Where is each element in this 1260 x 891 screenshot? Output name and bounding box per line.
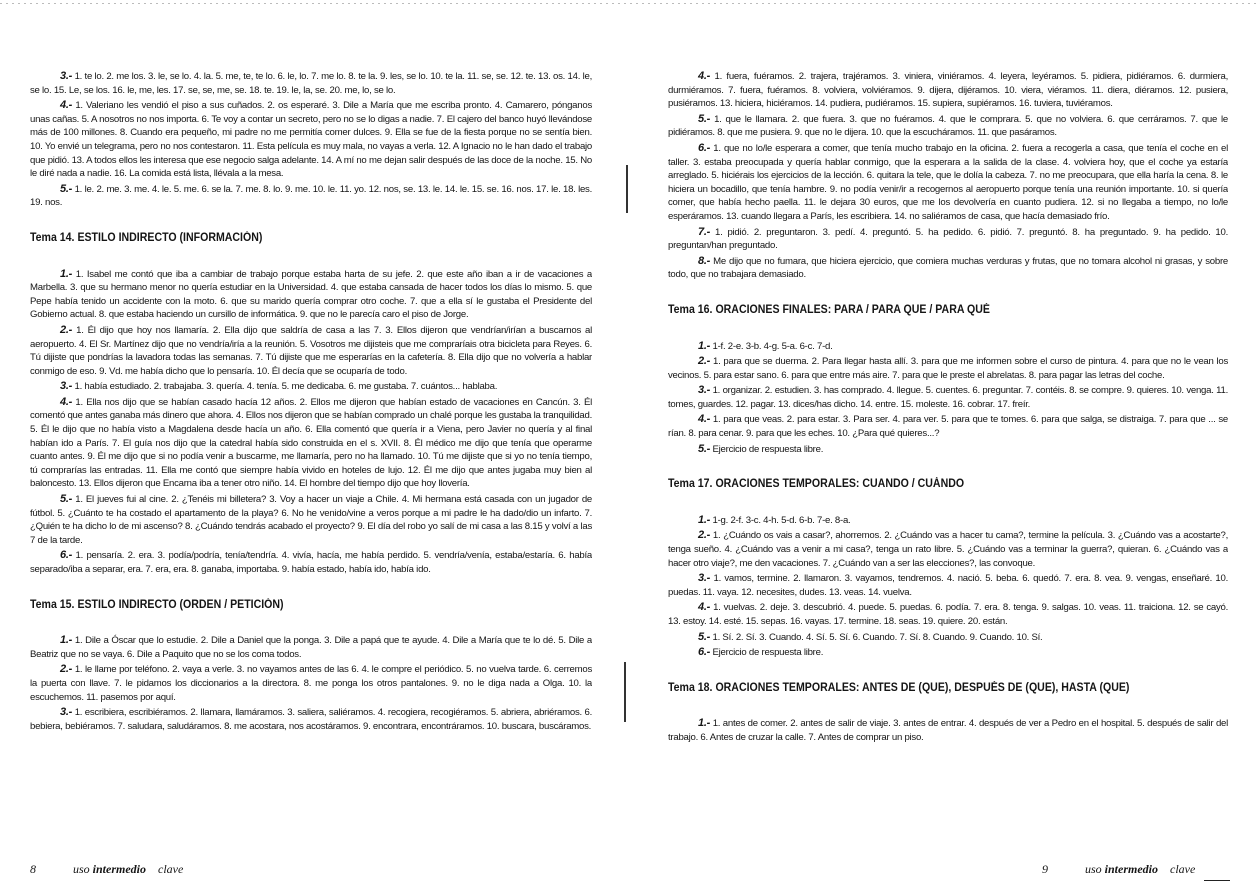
- exercise-number: 6.-: [698, 646, 711, 659]
- brand-word-clave: clave: [1170, 862, 1196, 876]
- exercise-answer: [668, 646, 1228, 660]
- exercise-answer: [668, 70, 1228, 111]
- exercise-number: 3.-: [60, 706, 73, 719]
- exercise-answer: [30, 706, 592, 733]
- exercise-number: 6.-: [60, 549, 73, 562]
- exercise-number: 1.-: [60, 267, 73, 280]
- gutter-mark-top: [626, 165, 628, 213]
- exercise-number: 3.-: [698, 572, 711, 585]
- exercise-answer-text: 1. para que se duerma. 2. Para llegar hasta allí. 3. para que me informen sobre el curso de pintura. 4. para que no le vean los vecinos. 5. para estar sano. 6. para que entre más aire. 7. para que le preste el abrelatas. 8. para pagar las letras del coche.: [668, 356, 1228, 381]
- exercise-answer-text: 1. le llame por teléfono. 2. vaya a verle. 3. no vayamos antes de las 6. 4. le compre el periódico. 5. no vuelva tarde. 6. cerremos la puerta con llave. 7. le pidamos los diccionarios a la directora. 8. me ponga los otros pantalones. 9. no le diga nada a Olga. 10. la escuchemos. 11. pasemos por aquí.: [30, 664, 592, 703]
- exercise-answer: [668, 529, 1228, 570]
- footer-rule: [1204, 880, 1230, 881]
- page-footer: [30, 862, 183, 877]
- exercise-answer-text: 1-g. 2-f. 3-c. 4-h. 5-d. 6-b. 7-e. 8-a.: [712, 514, 851, 526]
- exercise-number: 2.-: [60, 663, 73, 676]
- publisher-brand: [1085, 862, 1195, 876]
- exercise-number: 5.-: [60, 493, 73, 506]
- exercise-answer: [30, 634, 592, 661]
- exercise-answer-text: 1. Dile a Óscar que lo estudie. 2. Dile a Daniel que la ponga. 3. Dile a papá que te ayude. 4. Dile a María que te lo dé. 5. Dile a Beatriz que no se vaya. 6. Dile a Paquito que no se los coma todos.: [30, 635, 592, 660]
- exercise-answer-text: 1. pidió. 2. preguntaron. 3. pedí. 4. preguntó. 5. ha pedido. 6. pidió. 7. preguntó. 8. ha preguntado. 9. ha pedido. 10. preguntan/han preguntado.: [668, 226, 1228, 252]
- exercise-number: 1.-: [698, 513, 711, 526]
- page-9: [630, 0, 1260, 891]
- brand-word-intermedio: intermedio: [1104, 862, 1159, 876]
- exercise-answer-text: Ejercicio de respuesta libre.: [712, 647, 824, 659]
- exercise-answer-text: Ejercicio de respuesta libre.: [712, 443, 824, 455]
- exercise-answer-text: 1. pensaría. 2. era. 3. podía/podría, tenía/tendría. 4. vivía, hacía, me había perdido. 5. vendría/venía, estaba/estaría. 6. había separado/iba a separar, era. 7. era, era. 8. ganaba, importaba. 9. había estado, había ido, había ido.: [30, 550, 592, 575]
- exercise-number: 8.-: [698, 254, 711, 267]
- exercise-answer: [668, 226, 1228, 253]
- brand-word-clave: clave: [158, 862, 184, 876]
- exercise-answer-text: 1. antes de comer. 2. antes de salir de viaje. 3. antes de entrar. 4. después de ver a Pedro en el hospital. 5. después de salir del trabajo. 6. Antes de cruzar la calle. 7. Antes de comprar un piso.: [668, 718, 1228, 743]
- exercise-answer: [30, 324, 592, 378]
- exercise-answer: [30, 70, 592, 97]
- exercise-answer: [668, 255, 1228, 282]
- exercise-number: 5.-: [698, 630, 711, 643]
- exercise-answer-text: 1. organizar. 2. estudien. 3. has comprado. 4. llegue. 5. cuentes. 6. preguntar. 7. contéis. 8. se compre. 9. quieres. 10. venga. 11. tomes, guardes. 12. pagar. 13. dices/has dicho. 14. entre. 15. moleste. 16. cobrar. 17. freír.: [668, 385, 1228, 410]
- exercise-answer: [30, 549, 592, 576]
- exercise-answer-text: Me dijo que no fumara, que hiciera ejercicio, que comiera muchas verduras y frutas, que no tomara alcohol ni grasas, y sobre todo, que no trabajara demasiado.: [668, 255, 1228, 281]
- exercise-answer: [668, 113, 1228, 140]
- exercise-answer-text: 1. te lo. 2. me los. 3. le, se lo. 4. la. 5. me, te, te lo. 6. le, lo. 7. me lo. 8. te la. 9. les, se lo. 10. te la. 11. se, se. 12. te. 13. os. 14. le, se lo. 15. Le, se los. 16. le, me, les. 17. se, se, me, se. 18. te. 19. le, la, se. 20. me, lo, se lo.: [30, 71, 592, 96]
- exercise-answer: [668, 413, 1228, 440]
- exercise-number: 4.-: [60, 99, 73, 112]
- exercise-answer: [668, 717, 1228, 744]
- exercise-answer-text: 1. Isabel me contó que iba a cambiar de trabajo porque estaba harta de su jefe. 2. que este año iban a ir de vacaciones a Marbella. 3. que su hermano menor no quería estudiar en la Universidad. 4. que estaba cansada de hacer todos los días lo mismo. 5. que Pepe había tenido un accidente con la moto. 6. que su marido quería comprar otro coche. 7. que a ella sí le gustaba el Presidente del Gobierno actual. 8. que estaba haciendo un cursillo de informática. 9. que no le parecía caro el piso de Jorge.: [30, 268, 592, 321]
- exercise-answer: [668, 355, 1228, 382]
- exercise-answer: [668, 572, 1228, 599]
- publisher-brand: [73, 862, 183, 876]
- exercise-number: 2.-: [698, 355, 711, 368]
- exercise-answer-text: 1. Ella nos dijo que se habían casado hacía 12 años. 2. Ellos me dijeron que habían estado de vacaciones en Cancún. 3. Él comentó que antes ganaba más dinero que ahora. 4. Ellos nos dijeron que se habían comprado un chalé porque les gustaba la tranquilidad. 5. Él le dijo que no había visto a Magdalena desde hacía un año. 6. Ella comentó que quería ir a Viena, pero Javier no quería y al final habían ido a París. 7. El guía nos dijo que la catedral había sido construida en el s. XVII. 8. Él médico me dijo que tenía que operarme cuanto antes. 9. Él me dijo que si no podía venir a buscarme, me llamaría, pero no ha llamado. 10. Tú me dijiste que si yo no tenía tiempo, tú comprarías las entradas. 11. Ella me contó que siempre había vivido en hoteles de lujo. 12. Él me dijo que antes jugaba muy bien al baloncesto. 13. Ellos dijeron que Encarna iba a tener otro niño. 14. El hombre del tiempo dijo que hoy llovería.: [30, 396, 592, 490]
- exercise-answer-text: 1. le. 2. me. 3. me. 4. le. 5. me. 6. se la. 7. me. 8. lo. 9. me. 10. le. 11. yo. 12. nos, se. 13. le. 14. le. 15. se. 16. nos. 17. le. 18. les. 19. nos.: [30, 183, 592, 209]
- exercise-answer-text: 1. que le llamara. 2. que fuera. 3. que no fuéramos. 4. que le comprara. 5. que no volviera. 6. que cerráramos. 7. que le pidiéramos. 8. que me pusiera. 9. que no le dijera. 10. que la escucháramos. 11. que pasáramos.: [668, 113, 1228, 139]
- exercise-answer-text: 1. Valeriano les vendió el piso a sus cuñados. 2. os esperaré. 3. Dile a María que me escriba pronto. 4. Camarero, pónganos unas cañas. 5. A nosotros no nos importa. 6. Te voy a contar un secreto, pero no se lo digas a nadie. 7. El cajero del banco huyó llevándose más de 100 millones. 8. Cuando era pequeño, mi padre no me permitía comer dulces. 9. Ella se fue de la fiesta porque no se sentía bien. 10. Yo envié un telegrama, pero no nos contestaron. 11. Esta película es muy mala, no vayas a verla. 12. A Ignacio no le han dado el trabajo que pidió. 13. A todos ellos les interesa que ese negocio salga adelante. 14. A mí no me dejan salir después de las doce de la noche. 15. No le diré nada a nadie. 16. La comida está lista, llévala a la mesa.: [30, 100, 592, 180]
- brand-word-intermedio: intermedio: [92, 862, 147, 876]
- exercise-answer: [30, 99, 592, 181]
- exercise-answer: [668, 142, 1228, 224]
- exercise-number: 2.-: [60, 323, 73, 336]
- exercise-number: 5.-: [60, 182, 73, 195]
- exercise-answer: [30, 396, 592, 491]
- exercise-answer-text: 1. vamos, termine. 2. llamaron. 3. vayamos, tendremos. 4. nació. 5. beba. 6. quedó. 7. era. 8. vea. 9. vengas, enseñaré. 10. puedas. 11. vaya. 12. necesites, dudes. 13. veas. 14. vuelva.: [668, 573, 1228, 598]
- exercise-answer: [668, 340, 1228, 354]
- exercise-answer-text: 1. ¿Cuándo os vais a casar?, ahorremos. 2. ¿Cuándo vas a hacer tu cama?, termine la película. 3. ¿Cuándo vas a acostarte?, tenga sueño. 4. ¿Cuándo vas a venir a mi casa?, tenga un rato libre. 5. ¿Cuándo vas a terminar la guerra?, quieran. 6. ¿Cuándo vas a hacer otro viaje?, me den vacaciones. 7. ¿Cuándo van a ser las elecciones?, las convoque.: [668, 530, 1228, 569]
- exercise-number: 4.-: [698, 413, 711, 426]
- exercise-number: 4.-: [60, 395, 73, 408]
- tema-heading: Tema 18. ORACIONES TEMPORALES: ANTES DE (QUE), DESPUÉS DE (QUE), HASTA (QUE): [668, 681, 1130, 694]
- exercise-answer-text: 1. vuelvas. 2. deje. 3. descubrió. 4. puede. 5. puedas. 6. podía. 7. era. 8. tenga. 9. salgas. 10. veas. 11. traiciona. 12. se cayó. 13. estoy. 14. esté. 15. sepas. 16. vayas. 17. termine. 18. seas. 19. quiere. 20. están.: [668, 602, 1228, 627]
- page-number: 9: [1042, 862, 1048, 876]
- exercise-number: 4.-: [698, 70, 711, 82]
- exercise-number: 1.-: [698, 717, 711, 730]
- exercise-answer-text: 1. que no lo/le esperara a comer, que tenía mucho trabajo en la oficina. 2. fuera a recogerla a casa, que tenía el coche en el taller. 3. estaba preocupada y quería hablar conmigo, que la esperara a la salida de la clase. 4. volviera hoy, que el coche ya estaría arreglado. 5. hiciérais los ejercicios de la lección. 6. quitara la tele, que le dolía la cabeza. 7. no me preocupara, que ella haría la cena. 8. le hiciera un bocadillo, que tenía hambre. 9. no podía venir/ir a recogernos al aeropuerto porque tenía una reunión importante. 10. si quería comer, que había hecho paella. 11. le dejara 30 euros, que me los devolvería en cuanto pudiera. 12. si no llegaba a tiempo, no lo/le esperáramos. 13. cuando llegara a París, les escribiera. 14. no saliéramos de casa, que hacía demasiado frío.: [668, 142, 1228, 222]
- exercise-answer: [668, 384, 1228, 411]
- exercise-answer-text: 1. Él dijo que hoy nos llamaría. 2. Ella dijo que saldría de casa a las 7. 3. Ellos dijeron que vendrían/irían a buscarnos al aeropuerto. 4. El Sr. Martínez dijo que no vendría/iría a la reunión. 5. Vosotros me dijisteis que me compraríais otra bicicleta para Reyes. 6. Tú dijiste que pondrías la lavadora todas las semanas. 7. Tú dijiste que me esperarías en la cafetería. 8. Ella dijo que no volvería a hablar conmigo de eso. 9. Vd. me había dicho que lo pensaría. 10. Él decía que se ocuparía de todo.: [30, 324, 592, 377]
- exercise-answer-text: 1-f. 2-e. 3-b. 4-g. 5-a. 6-c. 7-d.: [712, 340, 833, 352]
- exercise-number: 4.-: [698, 601, 711, 614]
- exercise-answer: [30, 268, 592, 322]
- exercise-answer: [668, 631, 1228, 645]
- brand-word-uso: uso: [1085, 862, 1102, 876]
- exercise-number: 3.-: [698, 384, 711, 397]
- exercise-answer: [30, 380, 592, 394]
- tema-heading: Tema 14. ESTILO INDIRECTO (INFORMACIÓN): [30, 231, 263, 244]
- exercise-number: 2.-: [698, 529, 711, 542]
- tema-heading: Tema 16. ORACIONES FINALES: PARA / PARA QUE / PARA QUÉ: [668, 303, 990, 316]
- exercise-answer-text: 1. para que veas. 2. para estar. 3. Para ser. 4. para ver. 5. para que te tomes. 6. para que salga, se distraiga. 7. para que ... se rían. 8. para cenar. 9. para que les eches. 10. ¿Para qué quieres...?: [668, 414, 1228, 440]
- gutter-mark-bottom: [624, 662, 626, 722]
- exercise-number: 3.-: [60, 380, 73, 393]
- exercise-number: 6.-: [698, 141, 711, 154]
- page-footer: [1042, 862, 1195, 877]
- exercise-answer: [668, 514, 1228, 528]
- exercise-answer: [30, 663, 592, 704]
- tema-heading: Tema 15. ESTILO INDIRECTO (ORDEN / PETICIÓN): [30, 598, 284, 611]
- exercise-answer-text: 1. escribiera, escribiéramos. 2. llamara, llamáramos. 3. saliera, saliéramos. 4. recogiera, recogiéramos. 5. abriera, abriéramos. 6. bebiera, bebiéramos. 7. saludara, saludáramos. 8. me acostara, nos acostáramos. 9. encontrara, encontráramos. 10. buscara, buscáramos.: [30, 707, 592, 732]
- exercise-answer-text: 1. Sí. 2. Sí. 3. Cuando. 4. Sí. 5. Sí. 6. Cuando. 7. Sí. 8. Cuando. 9. Cuando. 10. Sí.: [712, 631, 1043, 643]
- page-number: 8: [30, 862, 36, 876]
- exercise-answer-text: 1. El jueves fui al cine. 2. ¿Tenéis mi billetera? 3. Voy a hacer un viaje a Chile. 4. Mi hermana está casada con un jugador de fútbol. 5. ¿Cuánto te ha costado el apartamento de la playa? 6. No he venido/vine a veros porque a mi padre le ha dado/dio un infarto. 7. ¿Quién te ha dicho lo de mi ascenso? 8. ¿Cuándo tendrás acabado el proyecto? 9. El día del robo yo salí de mi casa a las 8.15 y volví a las 7 de la tarde.: [30, 494, 592, 546]
- answer-key-column-left: [30, 70, 592, 851]
- exercise-answer: [30, 183, 592, 210]
- brand-word-uso: uso: [73, 862, 90, 876]
- exercise-number: 7.-: [698, 225, 711, 238]
- exercise-number: 1.-: [698, 339, 711, 352]
- exercise-answer-text: 1. había estudiado. 2. trabajaba. 3. quería. 4. tenía. 5. me dedicaba. 6. me gustaba. 7. cuántos... hablaba.: [74, 381, 498, 393]
- exercise-answer: [668, 601, 1228, 628]
- exercise-number: 5.-: [698, 112, 711, 125]
- answer-key-column-right: [668, 70, 1228, 851]
- exercise-number: 5.-: [698, 442, 711, 455]
- exercise-answer: [30, 493, 592, 547]
- exercise-answer: [668, 443, 1228, 457]
- exercise-number: 3.-: [60, 70, 73, 82]
- tema-heading: Tema 17. ORACIONES TEMPORALES: CUANDO / CUÁNDO: [668, 478, 965, 491]
- exercise-answer-text: 1. fuera, fuéramos. 2. trajera, trajéramos. 3. viniera, viniéramos. 4. leyera, leyéramos. 5. pidiera, pidiéramos. 6. durmiera, durmiéramos. 7. fuera, fuéramos. 8. volviera, volviéramos. 9. dijera, dijéramos. 10. viera, viéramos. 11. diera, diéramos. 12. pusiera, pusiéramos. 13. hiciera, hiciéramos. 14. pudiera, pudiéramos. 15. supiera, supiéramos. 16. tuviera, tuviéramos.: [668, 71, 1228, 110]
- exercise-number: 1.-: [60, 634, 73, 647]
